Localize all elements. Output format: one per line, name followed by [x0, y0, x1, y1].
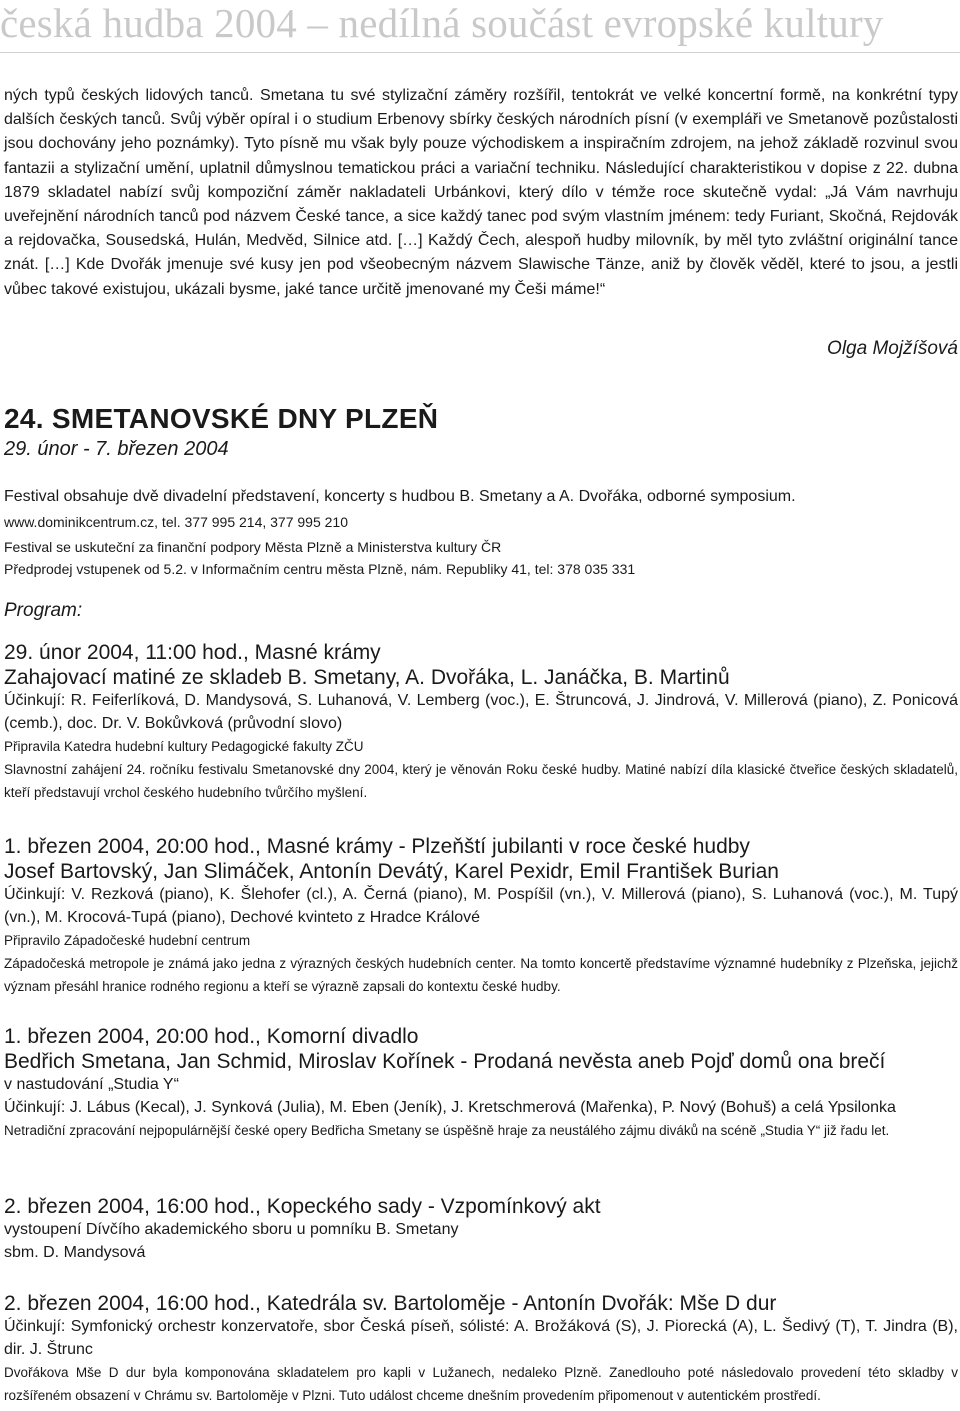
event-time: 2. březen 2004, 16:00 hod.: [4, 1292, 256, 1315]
event-title: Zahajovací matiné ze skladeb B. Smetany, A. Dvořáka, L. Janáčka, B. Martinů: [4, 666, 730, 689]
event-description: vystoupení Dívčího akademického sboru u pomníku B. Smetany: [4, 1221, 459, 1238]
festival-support: Festival se uskuteční za finanční podpory Města Plzně a Ministerstva kultury ČR: [4, 539, 502, 555]
program-event: [4, 834, 958, 998]
event-performers: Účinkují: J. Lábus (Kecal), J. Synková (Julia), M. Eben (Jeník), J. Kretschmerová (Mařenka), P. Nový (Bohuš) a celá Ypsilonka: [4, 1098, 896, 1116]
event-time-venue: [4, 1024, 958, 1049]
program-event: [4, 1194, 958, 1264]
festival-presale: Předprodej vstupenek od 5.2. v Informačním centru města Plzně, nám. Republiky 41, tel: 378 035 331: [4, 561, 636, 577]
festival-description: Festival obsahuje dvě divadelní představení, koncerty s hudbou B. Smetany a A. Dvořáka, odborné symposium.: [4, 488, 796, 505]
festival-title: 24. SMETANOVSKÉ DNY PLZEŇ: [4, 403, 439, 434]
event-organizer: Připravilo Západočeské hudební centrum: [4, 933, 251, 948]
event-venue: , Komorní divadlo: [255, 1025, 419, 1048]
event-time-venue: [4, 834, 958, 859]
event-time: 29. únor 2004, 11:00 hod.: [4, 641, 243, 664]
event-subtitle: v nastudování „Studia Y“: [4, 1076, 179, 1093]
event-time-venue: [4, 640, 958, 665]
event-venue: , Masné krámy - Plzeňští jubilanti v roce české hudby: [255, 835, 750, 858]
event-venue: , Masné krámy: [242, 641, 381, 664]
event-title: Josef Bartovský, Jan Slimáček, Antonín Devátý, Karel Pexidr, Emil František Burian: [4, 860, 779, 883]
program-heading: Program:: [4, 600, 83, 621]
event-performers: Účinkují: Symfonický orchestr konzervatoře, sbor Česká píseň, sólisté: A. Brožáková (S), J. Piorecká (A), L. Šedivý (T), T. Jindra (B), dir. J. Štrunc: [4, 1318, 958, 1358]
event-note: Slavnostní zahájení 24. ročníku festivalu Smetanovské dny 2004, který je věnován Roku české hudby. Matiné nabízí díla klasické čtveřice českých skladatelů, kteří představují vrchol českého hudebního tvůrčího myšlení.: [4, 762, 958, 800]
event-time: 1. březen 2004, 20:00 hod.: [4, 1025, 256, 1048]
event-conductor: sbm. D. Mandysová: [4, 1243, 146, 1261]
festival-dates: 29. únor - 7. březen 2004: [4, 438, 229, 460]
event-time: 1. březen 2004, 20:00 hod.: [4, 835, 256, 858]
running-header: česká hudba 2004 – nedílná součást evropské kultury: [0, 0, 884, 46]
event-organizer: Připravila Katedra hudební kultury Pedagogické fakulty ZČU: [4, 739, 364, 754]
event-performers: Účinkují: R. Feiferlíková, D. Mandysová, S. Luhanová, V. Lemberg (voc.), E. Štruncová, J. Jindrová, V. Millerová (piano), Z. Ponicová (cemb.), doc. Dr. V. Bokůvková (průvodní slovo): [4, 692, 958, 732]
program-event: [4, 1291, 958, 1407]
event-performers: Účinkují: V. Rezková (piano), K. Šlehofer (cl.), A. Černá (piano), M. Pospíšil (vn.), V. Millerová (piano), S. Luhanová (voc.), M. Tupý (vn.), M. Krocová-Tupá (piano), Dechové kvinteto z Hradce Králové: [4, 886, 958, 926]
event-note: Dvořákova Mše D dur byla komponována skladatelem pro kapli v Lužanech, nedaleko Plzně. Zanedlouho poté následovalo provedení této skladby v rozšířeném obsazení v Chrámu sv. Bartoloměje v Plzni. Tuto událost chceme dnešním provedením připomenout v autentickém prostředí.: [4, 1365, 958, 1403]
intro-paragraph: ných typů českých lidových tanců. Smetana tu své stylizační záměry rozšířil, tentokrát ve velké koncertní formě, na konkrétní typy dalších českých tanců. Svůj výběr opíral i o studium Erbenovy sbírky českých národních písní (v exempláři ve Smetanově pozůstalosti jsou dochovány jeho poznámky). Tyto písně mu však byly pouze východiskem a inspiračním zdrojem, na jehož základě rozvinul svou fantazii a stylizační umění, uplatnil důmyslnou tematickou práci a variační techniku. Následující charakteristikou v dopise z 22. dubna 1879 skladatel nabízí svůj kompoziční záměr nakladateli Urbánkovi, který dílo v témže roce skutečně vydal: „Já Vám navrhuju uveřejnění národních tanců pod názvem České tance, a sice každý tanec pod svým vlastním jménem: tedy Furiant, Skočná, Rejdovák a rejdovačka, Sousedská, Hulán, Medvěd, Silnice atd. […] Každý Čech, alespoň hudby milovník, by měl tyto zvláštní originální tance znát. […] Kde Dvořák jmenuje své kusy jen pod všeobecným názvem Slawische Tänze, aniž by člověk věděl, které to jsou, a jestli vůbec takové existujou, ukázali bysme, jaké tance určitě jmenované my Češi máme!“: [4, 87, 958, 298]
program-event: [4, 1024, 958, 1142]
event-title: Bedřich Smetana, Jan Schmid, Miroslav Kořínek - Prodaná nevěsta aneb Pojď domů ona brečí: [4, 1050, 886, 1073]
article-author: Olga Mojžíšová: [827, 338, 958, 359]
event-venue: , Katedrála sv. Bartoloměje - Antonín Dvořák: Mše D dur: [255, 1292, 777, 1315]
event-time: 2. březen 2004, 16:00 hod.: [4, 1195, 256, 1218]
header-divider: [0, 52, 960, 53]
event-note: Netradiční zpracování nejpopulárnější české opery Bedřicha Smetany se úspěšně hraje za neustálého zájmu diváků na scéně „Studia Y“ již řadu let.: [4, 1123, 890, 1138]
event-note: Západočeská metropole je známá jako jedna z výrazných českých hudebních center. Na tomto koncertě představíme významné hudebníky z Plzeňska, jejichž význam přesáhl hranice rodného regionu a kteří se výrazně zapsali do kontextu české hudby.: [4, 956, 958, 994]
event-time-venue: [4, 1291, 958, 1316]
program-event: [4, 640, 958, 804]
festival-contact: www.dominikcentrum.cz, tel. 377 995 214, 377 995 210: [4, 514, 348, 530]
event-venue: , Kopeckého sady - Vzpomínkový akt: [255, 1195, 601, 1218]
event-time-venue: [4, 1194, 958, 1219]
